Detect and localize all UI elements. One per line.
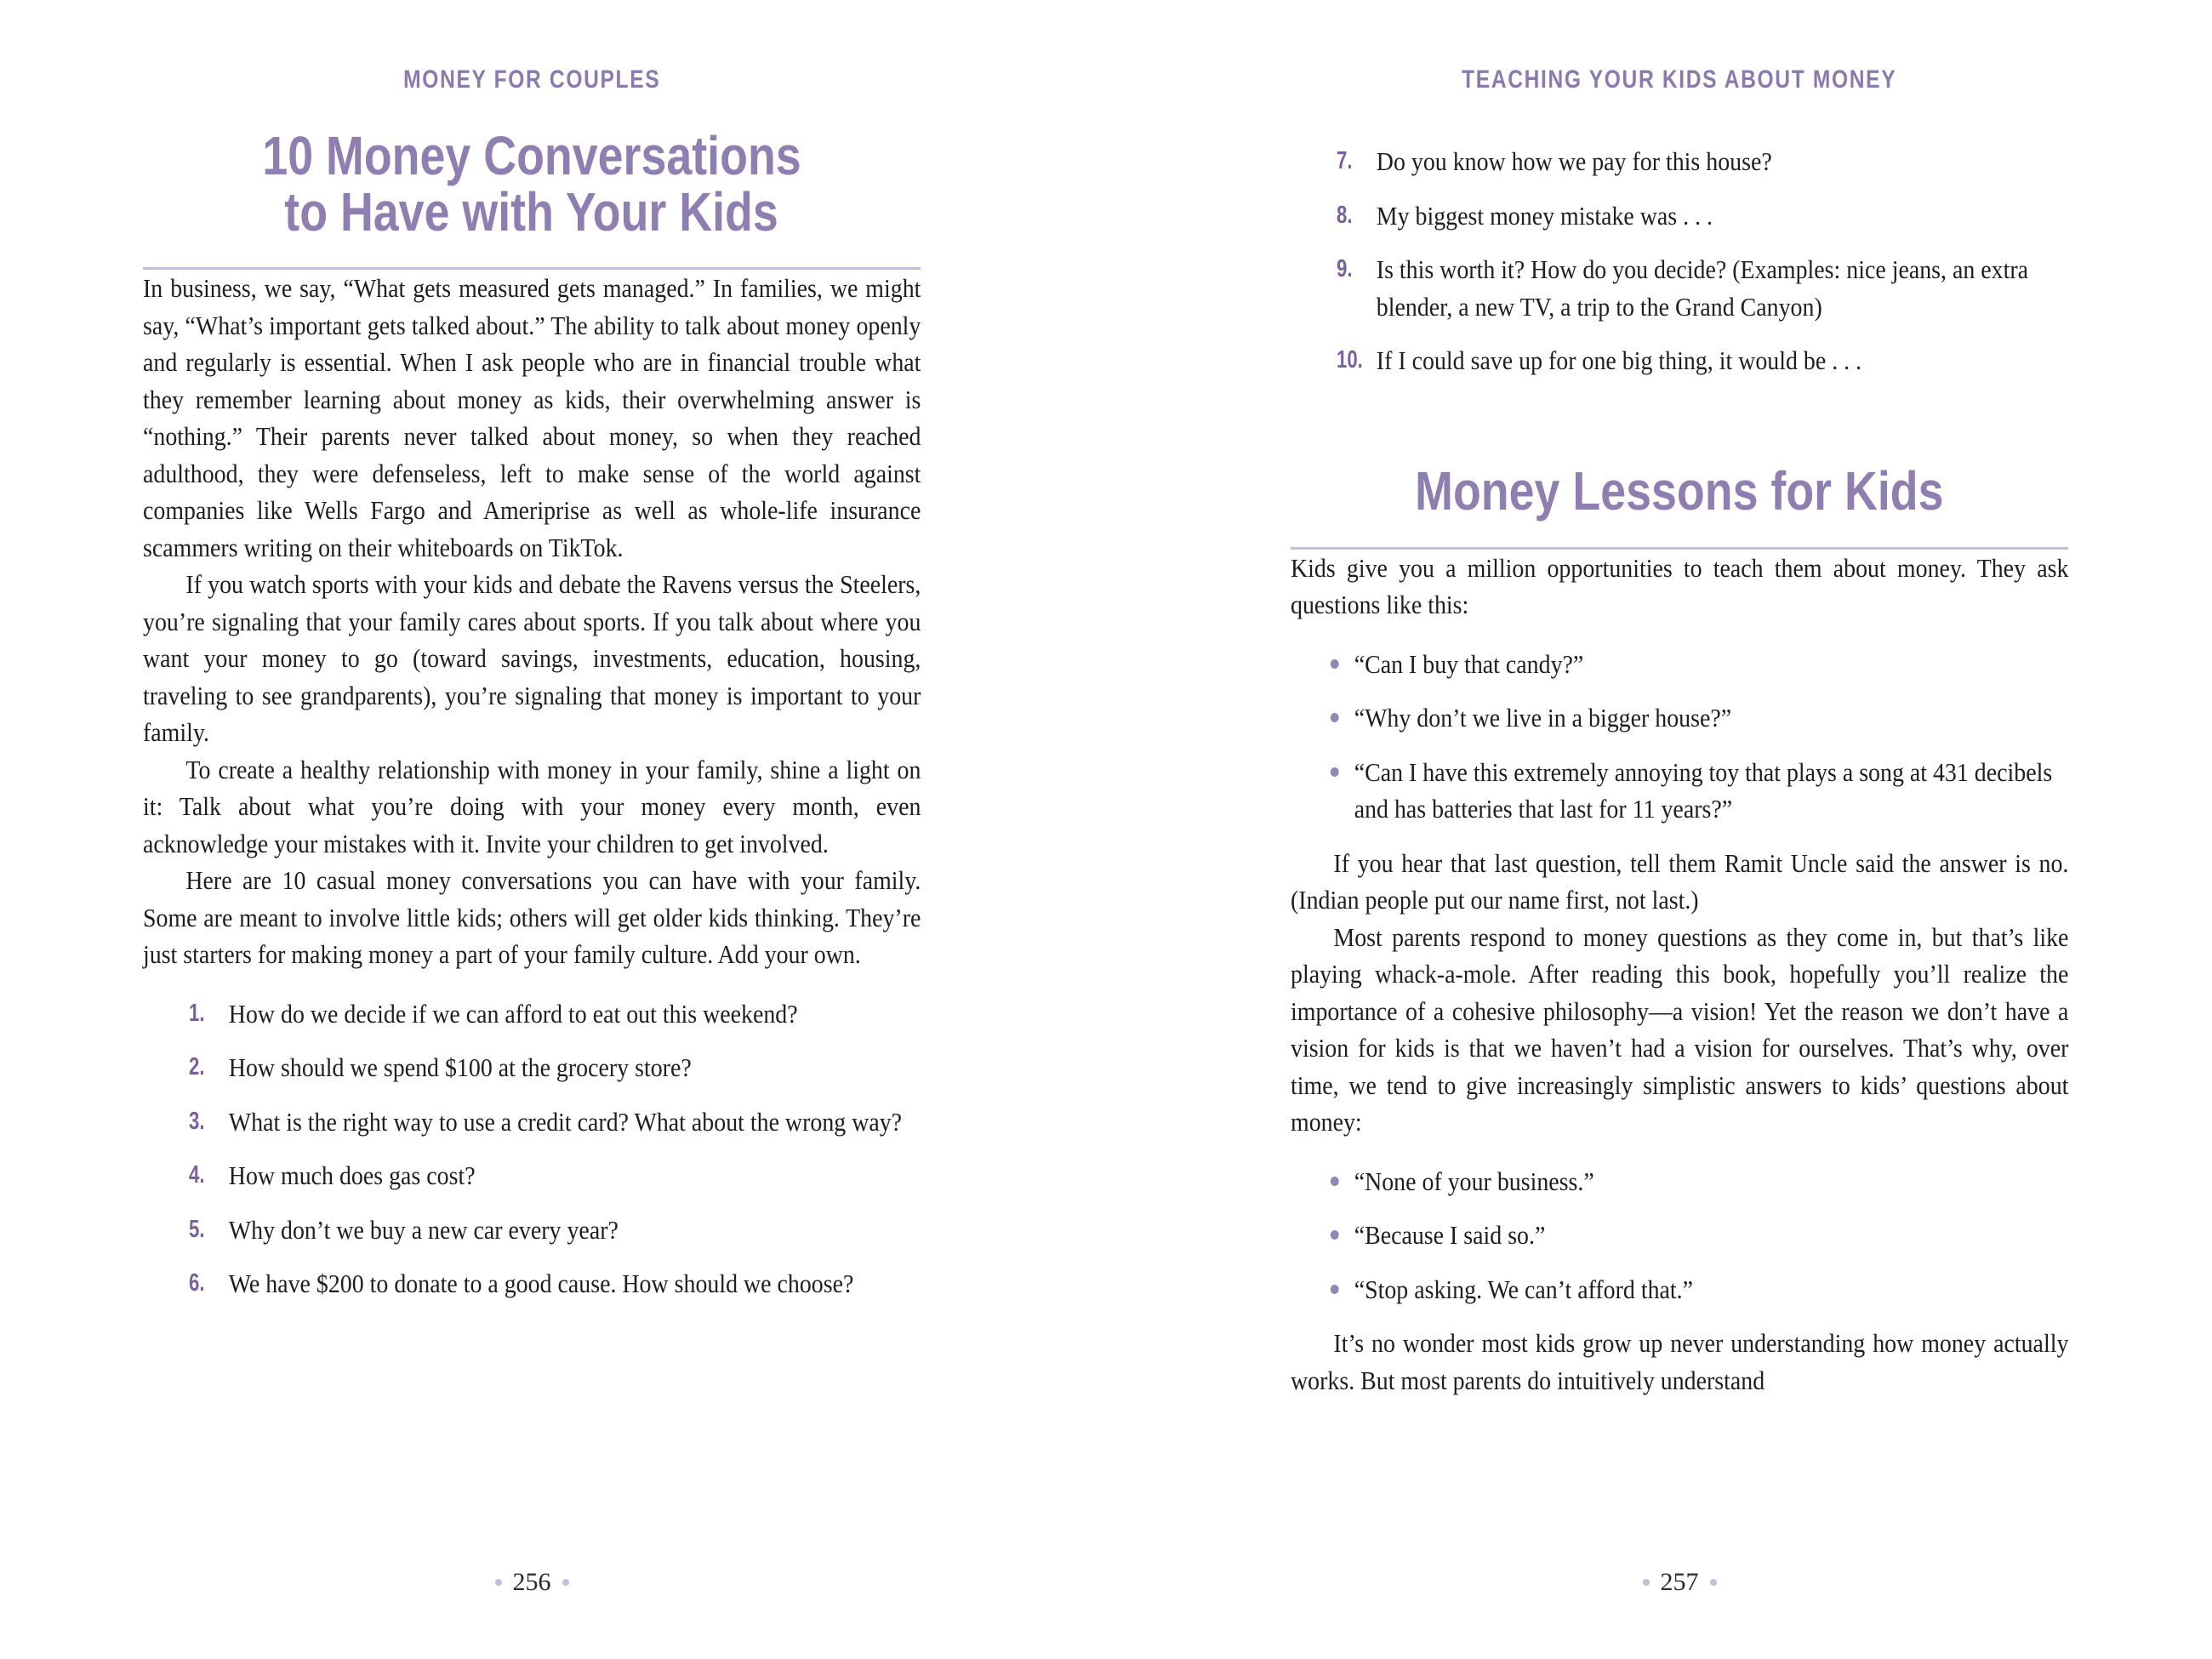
list-item [1291, 646, 2068, 683]
paragraph: To create a healthy relationship with money in your family, shine a light on it: Talk about what you’re doing with your money every month, even acknowledge your mistakes with it. Invite your children to get involved. [143, 754, 921, 858]
list-item [1291, 1163, 2068, 1200]
paragraph: Kids give you a million opportunities to teach them about money. They ask questions like this: [1291, 552, 2069, 619]
bullet-icon [1331, 713, 1339, 722]
list-item-text: My biggest money mistake was . . . [1376, 200, 1713, 231]
section-title-text: Money Lessons for Kids [1415, 459, 1944, 522]
paragraph: Most parents respond to money questions as they come in, but that’s like playing whack-a-mole. After reading this book, hopefully you’ll realize the importance of a cohesive philosophy—a vision! Yet the reason we don’t have a vision for kids is that we haven’t had a vision for ourselves. That’s why, over time, we tend to give increasingly simplistic answers to kids’ questions about money: [1291, 921, 2069, 1137]
chapter-title-line2: to Have with Your Kids [284, 181, 779, 242]
list-item [1291, 143, 2068, 180]
running-head-right-text: TEACHING YOUR KIDS ABOUT MONEY [1462, 66, 1897, 94]
numbered-list-conversations-7-10 [1291, 143, 2068, 379]
folio-page-number: 256 [512, 1568, 551, 1596]
list-item [1291, 197, 2068, 235]
list-item [1291, 699, 2068, 737]
list-item [143, 1211, 921, 1249]
list-item-number: 2. [189, 1053, 205, 1080]
bullet-icon [1331, 659, 1339, 669]
paragraph: In business, we say, “What gets measured gets managed.” In families, we might say, “What’s important gets talked about.” The ability to talk about money openly and regularly is essential. When I ask people who are in financial trouble what they remember learning about money as kids, their overwhelming answer is “nothing.” Their parents never talked about money, so when they reached adulthood, they were defenseless, left to make sense of the world against companies like Wells Fargo and Ameriprise as well as whole-life insurance scammers writing on their whiteboards on TikTok. [143, 273, 921, 562]
bullet-list-parent-answers [1291, 1163, 2068, 1308]
list-item-text: What is the right way to use a credit card? What about the wrong way? [228, 1106, 903, 1137]
list-item [1291, 251, 2068, 325]
list-item-number: 1. [189, 999, 205, 1027]
list-item-text: How do we decide if we can afford to eat out this weekend? [228, 998, 798, 1029]
list-item-text: Why don’t we buy a new car every year? [228, 1214, 619, 1245]
list-item-number: 3. [189, 1107, 205, 1135]
bullet-icon [1331, 1285, 1339, 1294]
running-head-right [1291, 65, 2068, 95]
folio-left [143, 1567, 921, 1598]
bullet-list-kid-questions [1291, 646, 2068, 828]
list-item-text: How much does gas cost? [228, 1160, 476, 1190]
paragraph: It’s no wonder most kids grow up never understanding how money actually works. But most parents do intuitively understand [1291, 1328, 2069, 1395]
list-item [1291, 1217, 2068, 1254]
bullet-text: “Because I said so.” [1354, 1220, 1546, 1250]
running-head-left-text: MONEY FOR COUPLES [402, 66, 661, 94]
paragraph: Here are 10 casual money conversations you can have with your family. Some are meant to involve little kids; others will get older kids thinking. They’re just starters for making money a part of your family culture. Add your own. [143, 865, 921, 969]
bullet-text: “Can I have this extremely annoying toy that plays a song at 431 decibels and has batteries that last for 11 years?” [1354, 756, 2053, 824]
folio-dot-icon [1643, 1579, 1650, 1586]
list-item [1291, 1271, 2068, 1308]
body-text-right [1291, 550, 2068, 1400]
list-item [143, 995, 921, 1033]
list-item-text: Do you know how we pay for this house? [1376, 146, 1772, 176]
chapter-title-line1: 10 Money Conversations [262, 125, 801, 186]
running-head-left [143, 65, 921, 95]
body-text-left [143, 270, 921, 1303]
list-item-number: 4. [189, 1161, 205, 1189]
list-item [143, 1049, 921, 1086]
folio-dot-icon [495, 1579, 502, 1586]
bullet-icon [1331, 767, 1339, 777]
page-left [143, 0, 921, 1320]
list-item-text: How should we spend $100 at the grocery store? [228, 1052, 692, 1082]
bullet-text: “None of your business.” [1354, 1166, 1594, 1196]
body-text-right-top [1291, 143, 2068, 379]
folio-page-number: 257 [1660, 1568, 1699, 1596]
section-title [1291, 459, 2068, 522]
list-item-number: 8. [1337, 201, 1353, 229]
paragraph: If you hear that last question, tell them Ramit Uncle said the answer is no. (Indian people put our name first, not last.) [1291, 847, 2069, 915]
folio-dot-icon [1710, 1579, 1717, 1586]
list-item-text: Is this worth it? How do you decide? (Examples: nice jeans, an extra blender, a new TV, a trip to the Grand Canyon) [1376, 254, 2029, 322]
list-item [1291, 754, 2068, 828]
bullet-text: “Can I buy that candy?” [1354, 648, 1584, 679]
list-item-number: 7. [1337, 147, 1353, 174]
numbered-list-conversations-1-6 [143, 995, 921, 1303]
list-item-text: If I could save up for one big thing, it would be . . . [1376, 345, 1862, 375]
list-item-number: 10. [1337, 346, 1363, 373]
bullet-icon [1331, 1177, 1339, 1186]
list-item-number: 6. [189, 1269, 205, 1297]
folio-right [1291, 1567, 2068, 1598]
chapter-title [143, 125, 921, 242]
list-item [143, 1265, 921, 1303]
list-item-text: We have $200 to donate to a good cause. How should we choose? [228, 1268, 854, 1298]
list-item [1291, 342, 2068, 379]
paragraph: If you watch sports with your kids and debate the Ravens versus the Steelers, you’re signaling that your family cares about sports. If you talk about where you want your money to go (toward savings, investments, education, housing, traveling to see grandparents), you’re signaling that money is important to your family. [143, 569, 921, 747]
bullet-icon [1331, 1230, 1339, 1240]
list-item [143, 1103, 921, 1141]
folio-dot-icon [562, 1579, 569, 1586]
list-item-number: 9. [1337, 255, 1353, 282]
bullet-text: “Stop asking. We can’t afford that.” [1354, 1274, 1694, 1304]
list-item [143, 1157, 921, 1194]
page-right [1291, 0, 2068, 1399]
list-item-number: 5. [189, 1215, 205, 1243]
bullet-text: “Why don’t we live in a bigger house?” [1354, 703, 1732, 733]
